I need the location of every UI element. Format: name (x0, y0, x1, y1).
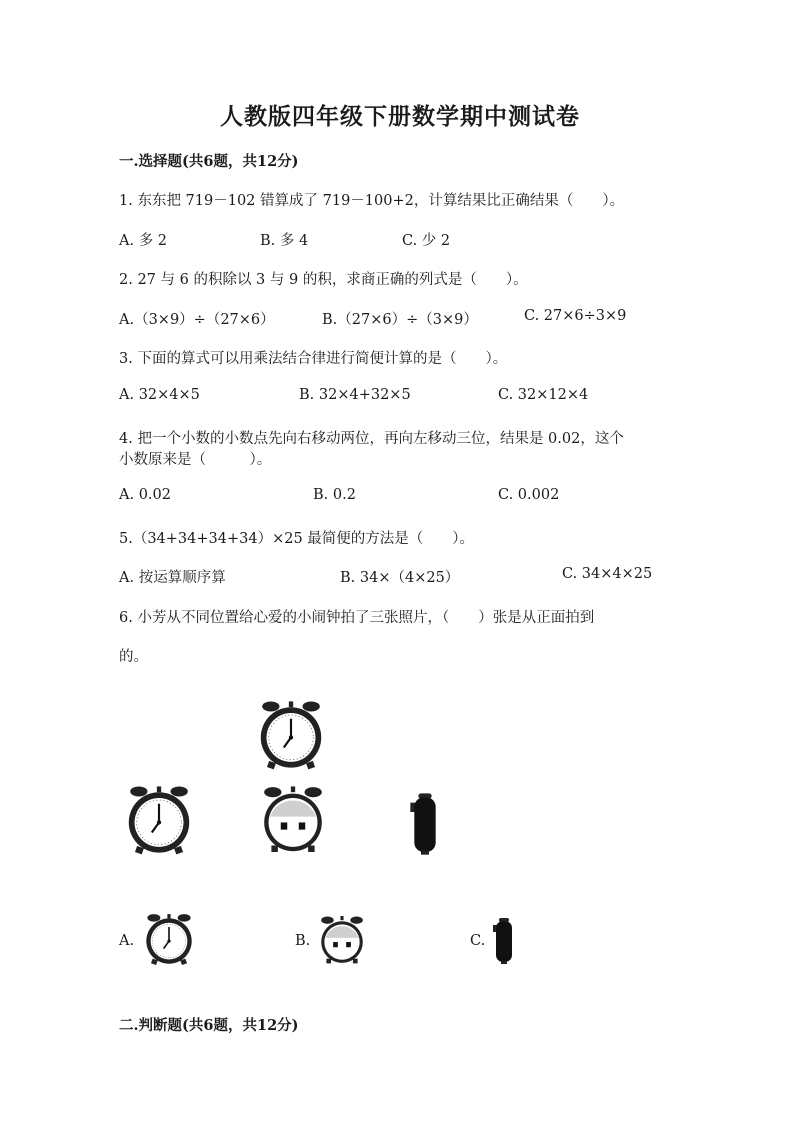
clock-side-image (405, 790, 445, 858)
q6-option-b-label: B. (295, 933, 311, 949)
clock-back-image (257, 785, 329, 857)
q6-option-b-clock-icon (316, 915, 368, 967)
question-2: 2. 27 与 6 的积除以 3 与 9 的积，求商正确的列式是（ ）。 (119, 272, 528, 288)
question-6-line-1: 6. 小芳从不同位置给心爱的小闹钟拍了三张照片，（ ）张是从正面拍到 (119, 610, 595, 626)
question-4-line-1: 4. 把一个小数的小数点先向右移动两位，再向左移动三位，结果是 0.02，这个 (119, 431, 624, 447)
clock-left-front-image (123, 785, 195, 857)
q6-option-a-clock-icon (142, 913, 196, 967)
q2-option-c: C. 27×6÷3×9 (524, 308, 627, 324)
question-6-line-2: 的。 (119, 649, 148, 665)
q4-option-a: A. 0.02 (119, 487, 171, 503)
q6-option-c-clock-icon (489, 915, 519, 967)
q6-option-a-label: A. (119, 933, 135, 949)
q5-option-a: A. 按运算顺序算 (119, 570, 226, 586)
q6-option-c-label: C. (470, 933, 486, 949)
page-title: 人教版四年级下册数学期中测试卷 (220, 103, 580, 130)
q5-option-c: C. 34×4×25 (562, 566, 653, 582)
question-4-line-2: 小数原来是（ ）。 (119, 452, 272, 468)
q4-option-b: B. 0.2 (313, 487, 356, 503)
q1-option-b: B. 多 4 (260, 233, 309, 249)
section-heading-judgement: 二.判断题(共6题，共12分) (119, 1017, 299, 1034)
q2-option-b: B.（27×6）÷（3×9） (322, 312, 478, 328)
q3-option-b: B. 32×4+32×5 (299, 387, 411, 403)
question-5: 5.（34+34+34+34）×25 最简便的方法是（ ）。 (119, 531, 475, 547)
q3-option-c: C. 32×12×4 (498, 387, 589, 403)
question-1: 1. 东东把 719－102 错算成了 719－100+2，计算结果比正确结果（ ）。 (119, 193, 625, 209)
q5-option-b: B. 34×（4×25） (340, 570, 460, 586)
q3-option-a: A. 32×4×5 (119, 387, 200, 403)
clock-top-front-image (255, 700, 327, 772)
q1-option-c: C. 少 2 (402, 233, 451, 249)
q4-option-c: C. 0.002 (498, 487, 560, 503)
section-heading-choice: 一.选择题(共6题，共12分) (119, 153, 299, 170)
q2-option-a: A.（3×9）÷（27×6） (119, 312, 275, 328)
q1-option-a: A. 多 2 (119, 233, 168, 249)
question-3: 3. 下面的算式可以用乘法结合律进行简便计算的是（ ）。 (119, 351, 508, 367)
